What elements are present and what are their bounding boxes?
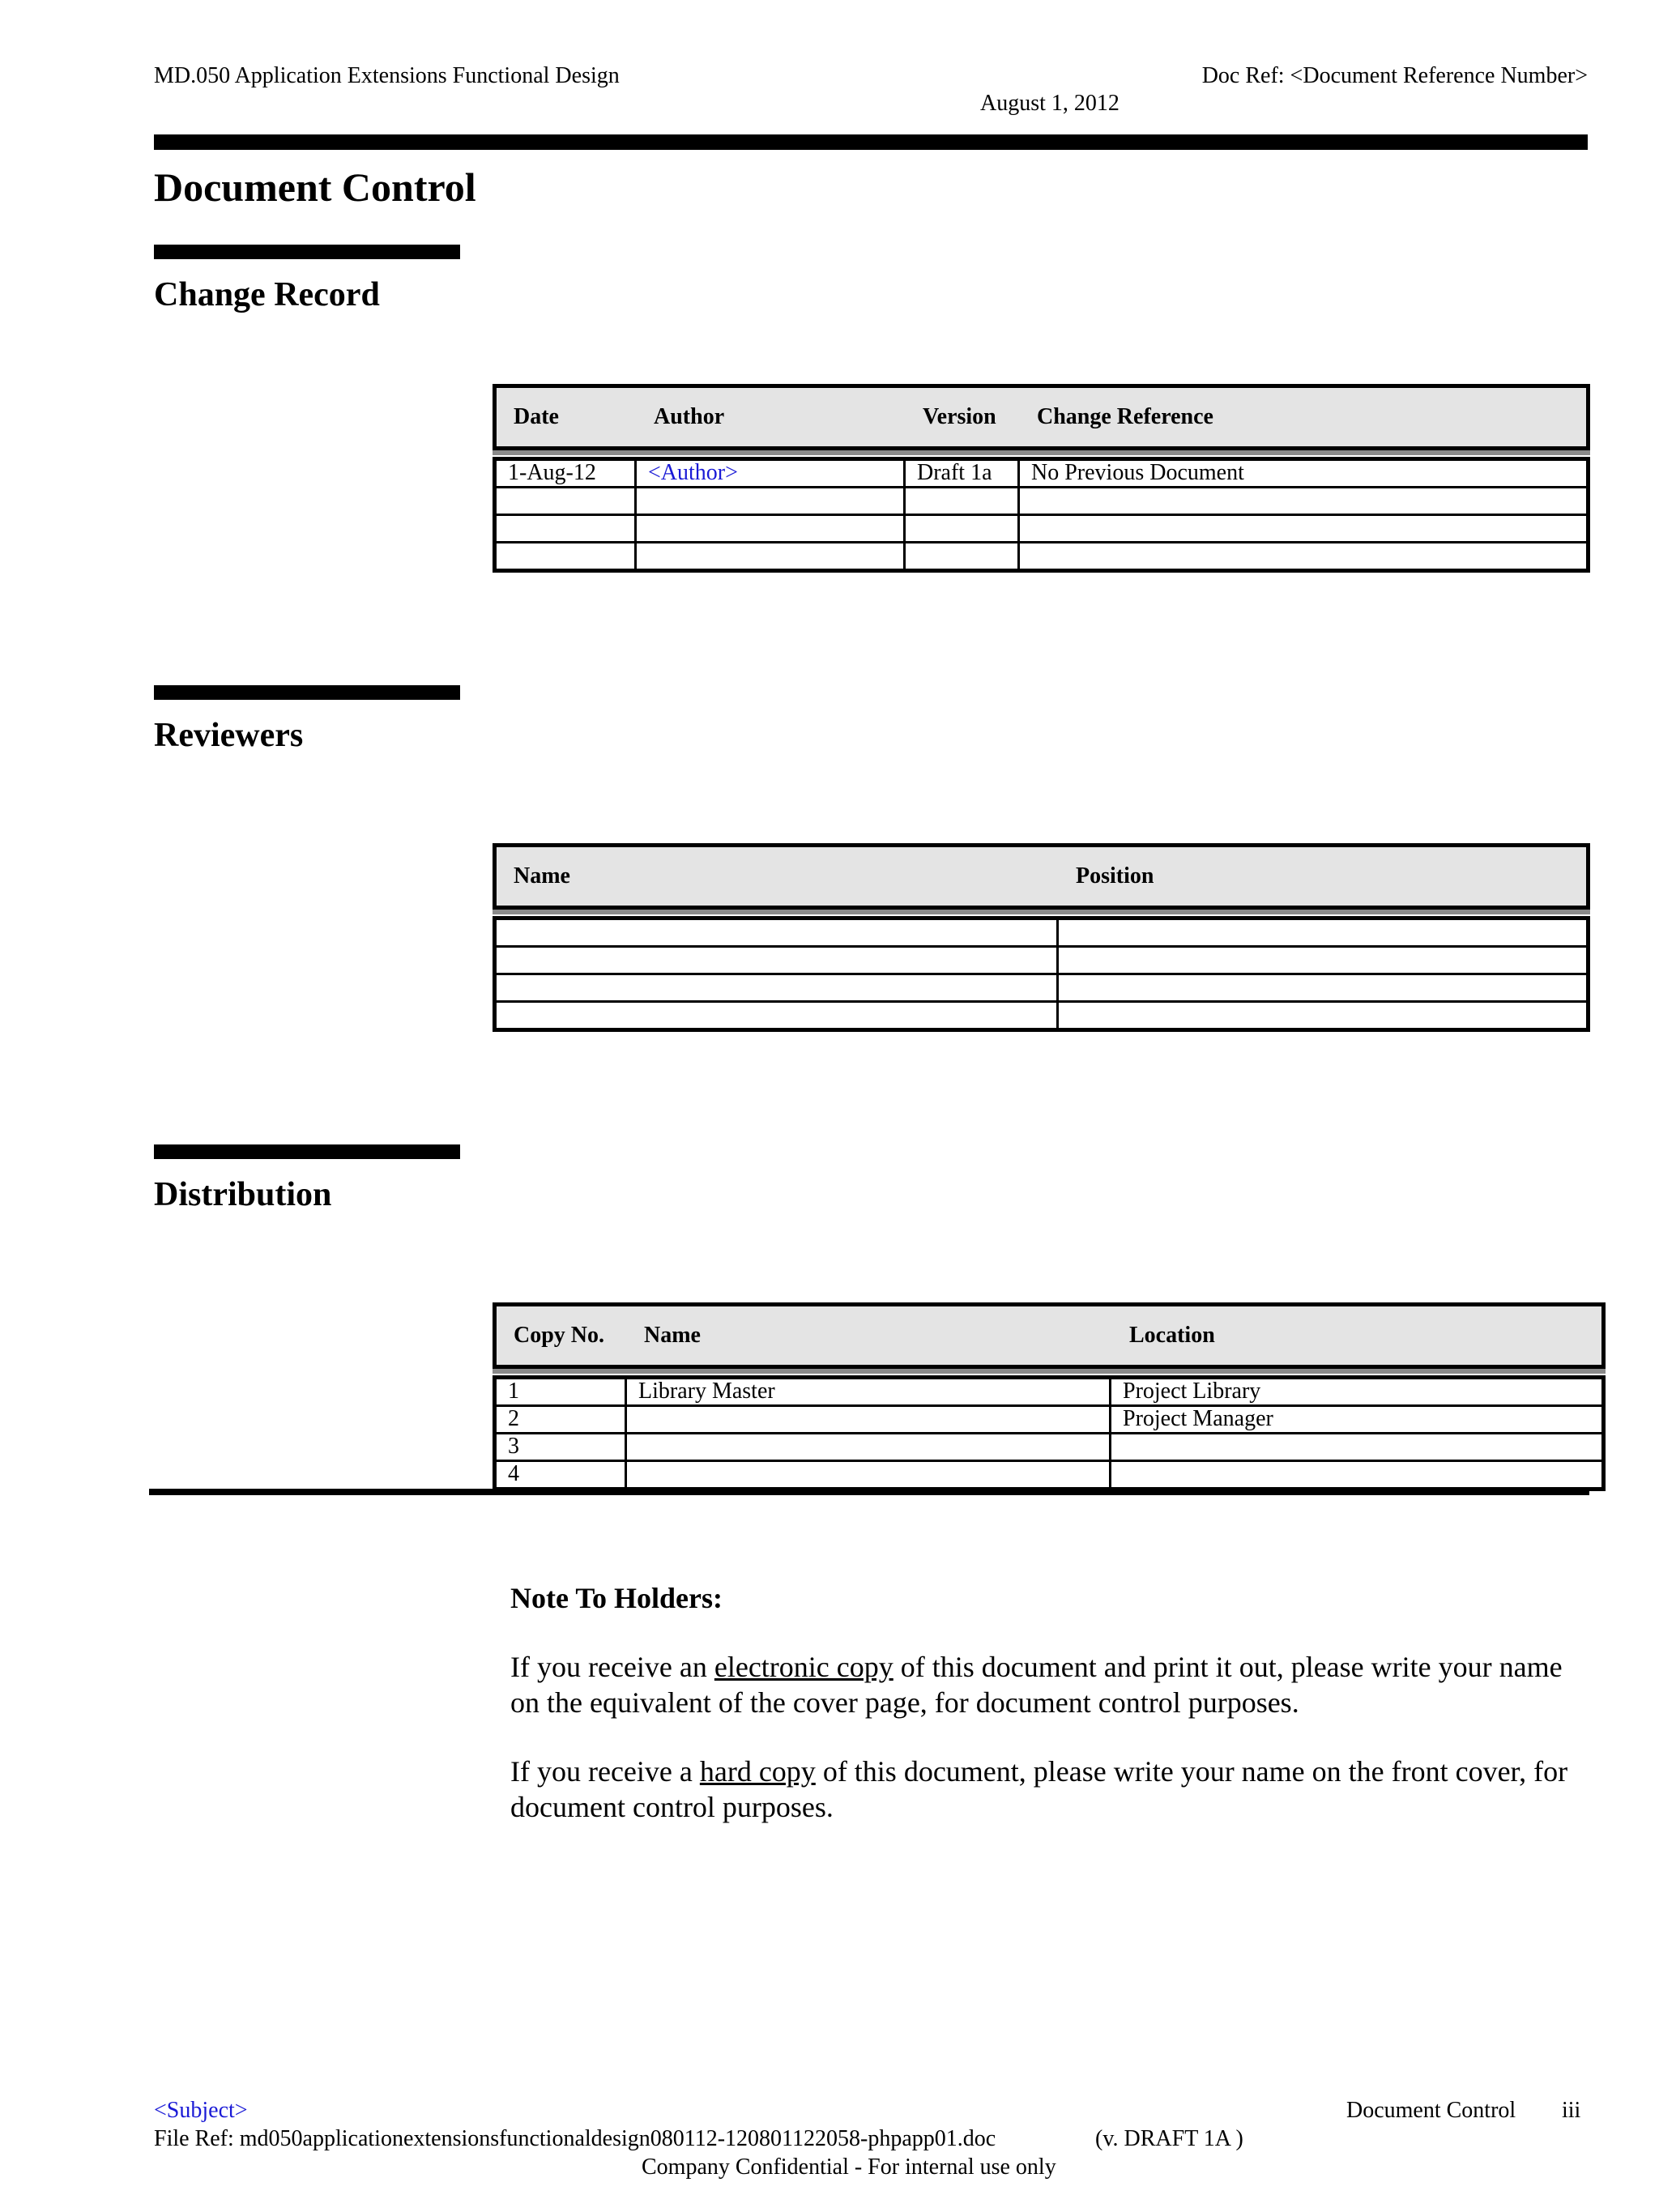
table-cell	[495, 918, 1058, 947]
table-cell	[1019, 543, 1589, 571]
table-row	[495, 515, 1589, 543]
table-cell	[1058, 947, 1589, 974]
table-cell: 1	[495, 1378, 626, 1406]
table-cell	[1058, 974, 1589, 1002]
table-cell	[1019, 488, 1589, 515]
table-cell: No Previous Document	[1019, 459, 1589, 488]
distribution-table	[493, 1375, 1606, 1491]
note-paragraph	[510, 1754, 1596, 1825]
table-cell: 4	[495, 1461, 626, 1490]
table-row	[495, 488, 1589, 515]
header-rule	[154, 134, 1588, 150]
table-cell	[905, 543, 1019, 571]
text-run: of this document, please write your name on the front cover, for document control purposes.	[510, 1755, 1568, 1823]
column-header: Name	[514, 863, 570, 889]
table-cell: Project Library	[1111, 1378, 1604, 1406]
table-cell: 1-Aug-12	[495, 459, 636, 488]
section-rule	[154, 245, 460, 259]
section-heading-distribution: Distribution	[154, 1176, 332, 1213]
footer-confidential: Company Confidential - For internal use only	[642, 2154, 1056, 2180]
table-cell	[1019, 515, 1589, 543]
table-cell	[1058, 1002, 1589, 1030]
author-placeholder: <Author>	[636, 459, 905, 488]
header-title: MD.050 Application Extensions Functional Design	[154, 63, 620, 88]
column-header: Name	[644, 1323, 701, 1348]
table-row	[495, 1406, 1604, 1434]
text-run: If you receive an	[510, 1651, 714, 1683]
footer-subject: <Subject>	[154, 2098, 248, 2123]
column-header: Location	[1129, 1323, 1215, 1348]
table-cell: Draft 1a	[905, 459, 1019, 488]
table-cell	[495, 1002, 1058, 1030]
table-cell	[905, 515, 1019, 543]
table-cell: 2	[495, 1406, 626, 1434]
footer-file-ref: File Ref: md050applicationextensionsfunctionaldesign080112-120801122058-phpapp01.doc	[154, 2126, 996, 2151]
text-run: of this document and print it out, please write your name on the equivalent of the cover page, for document control purposes.	[510, 1651, 1563, 1719]
hard-copy-text: hard copy	[699, 1755, 816, 1788]
footer-version: (v. DRAFT 1A )	[1095, 2126, 1243, 2151]
table-row	[495, 543, 1589, 571]
section-heading-reviewers: Reviewers	[154, 717, 304, 754]
table-cell	[495, 947, 1058, 974]
section-end-rule	[149, 1489, 1589, 1495]
table-row	[495, 1378, 1604, 1406]
table-row	[495, 1434, 1604, 1461]
table-cell: Project Manager	[1111, 1406, 1604, 1434]
table-cell	[1111, 1461, 1604, 1490]
table-cell	[495, 488, 636, 515]
reviewers-header	[493, 843, 1590, 910]
section-heading-change-record: Change Record	[154, 276, 380, 313]
column-header: Author	[654, 404, 725, 429]
table-cell	[626, 1434, 1111, 1461]
note-paragraph	[510, 1649, 1596, 1720]
column-header: Date	[514, 404, 559, 429]
column-header: Version	[923, 404, 996, 429]
reviewers-table	[493, 916, 1590, 1032]
table-cell	[626, 1406, 1111, 1434]
header-doc-ref: Doc Ref: <Document Reference Number>	[1201, 63, 1588, 88]
table-cell	[905, 488, 1019, 515]
header-date: August 1, 2012	[980, 91, 1120, 116]
table-cell	[495, 543, 636, 571]
change-record-header	[493, 384, 1590, 450]
electronic-copy-text: electronic copy	[714, 1651, 893, 1683]
footer-page-number: iii	[1562, 2098, 1581, 2123]
table-cell	[636, 515, 905, 543]
table-row	[495, 947, 1589, 974]
table-cell	[636, 488, 905, 515]
text-run: If you receive a	[510, 1755, 700, 1788]
table-row	[495, 459, 1589, 488]
table-cell	[636, 543, 905, 571]
table-row	[495, 1002, 1589, 1030]
table-cell	[495, 974, 1058, 1002]
table-row	[495, 1461, 1604, 1490]
distribution-header	[493, 1302, 1606, 1369]
table-cell	[1111, 1434, 1604, 1461]
footer-section: Document Control	[1346, 2098, 1516, 2123]
change-record-table	[493, 457, 1590, 573]
column-header: Position	[1076, 863, 1154, 889]
table-row	[495, 974, 1589, 1002]
page-title: Document Control	[154, 164, 476, 210]
table-cell: 3	[495, 1434, 626, 1461]
table-row	[495, 918, 1589, 947]
note-title: Note To Holders:	[510, 1582, 723, 1614]
table-cell	[626, 1461, 1111, 1490]
section-rule	[154, 1144, 460, 1159]
column-header: Change Reference	[1037, 404, 1213, 429]
section-rule	[154, 685, 460, 700]
table-cell	[1058, 918, 1589, 947]
column-header: Copy No.	[514, 1323, 605, 1348]
table-cell	[495, 515, 636, 543]
table-cell: Library Master	[626, 1378, 1111, 1406]
